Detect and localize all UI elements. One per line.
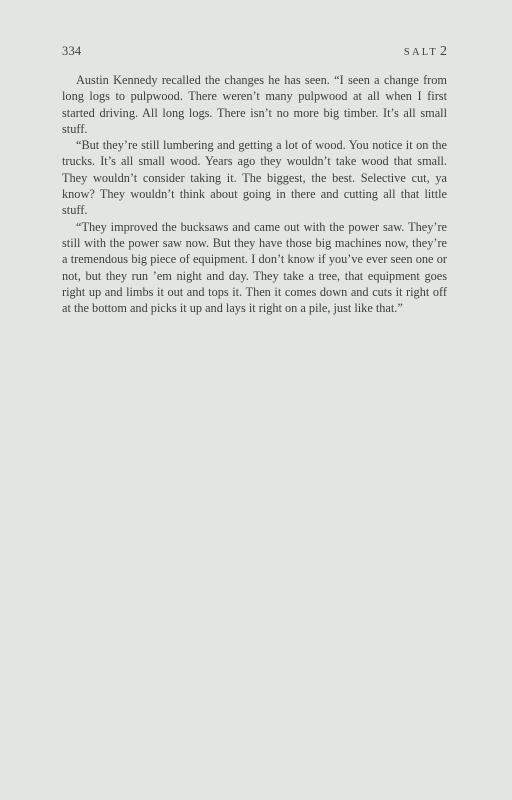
volume-number: 2 xyxy=(440,44,447,59)
running-title xyxy=(404,44,447,60)
paragraph: Austin Kennedy recalled the changes he has seen. “I seen a change from long logs to pulpwood. There weren’t many pulpwood at all when I first started driving. All long logs. There isn’t no more big timber. It’s all small stuff. xyxy=(62,73,447,136)
body-text xyxy=(62,72,447,316)
running-head xyxy=(62,44,447,62)
page-number: 334 xyxy=(62,44,82,58)
paragraph: “They improved the bucksaws and came out with the power saw. They’re still with the power saw now. But they have those big machines now, they’re a tremendous big piece of equipment. I don’t know if you’ve ever seen one or not, but they run ’em night and day. They take a tree, that equipment goes right up and limbs it out and tops it. Then it comes down and cuts it right off at the bottom and picks it up and lays it right on a pile, just like that.” xyxy=(62,219,447,316)
paragraph: “But they’re still lumbering and getting a lot of wood. You notice it on the trucks. It’s all small wood. Years ago they wouldn’t take wood that small. They wouldn’t consider taking it. The biggest, the best. Selective cut, ya know? They wouldn’t think about going in there and cutting all that little stuff. xyxy=(62,138,447,218)
book-title: SALT xyxy=(403,47,438,58)
book-page xyxy=(62,44,447,316)
